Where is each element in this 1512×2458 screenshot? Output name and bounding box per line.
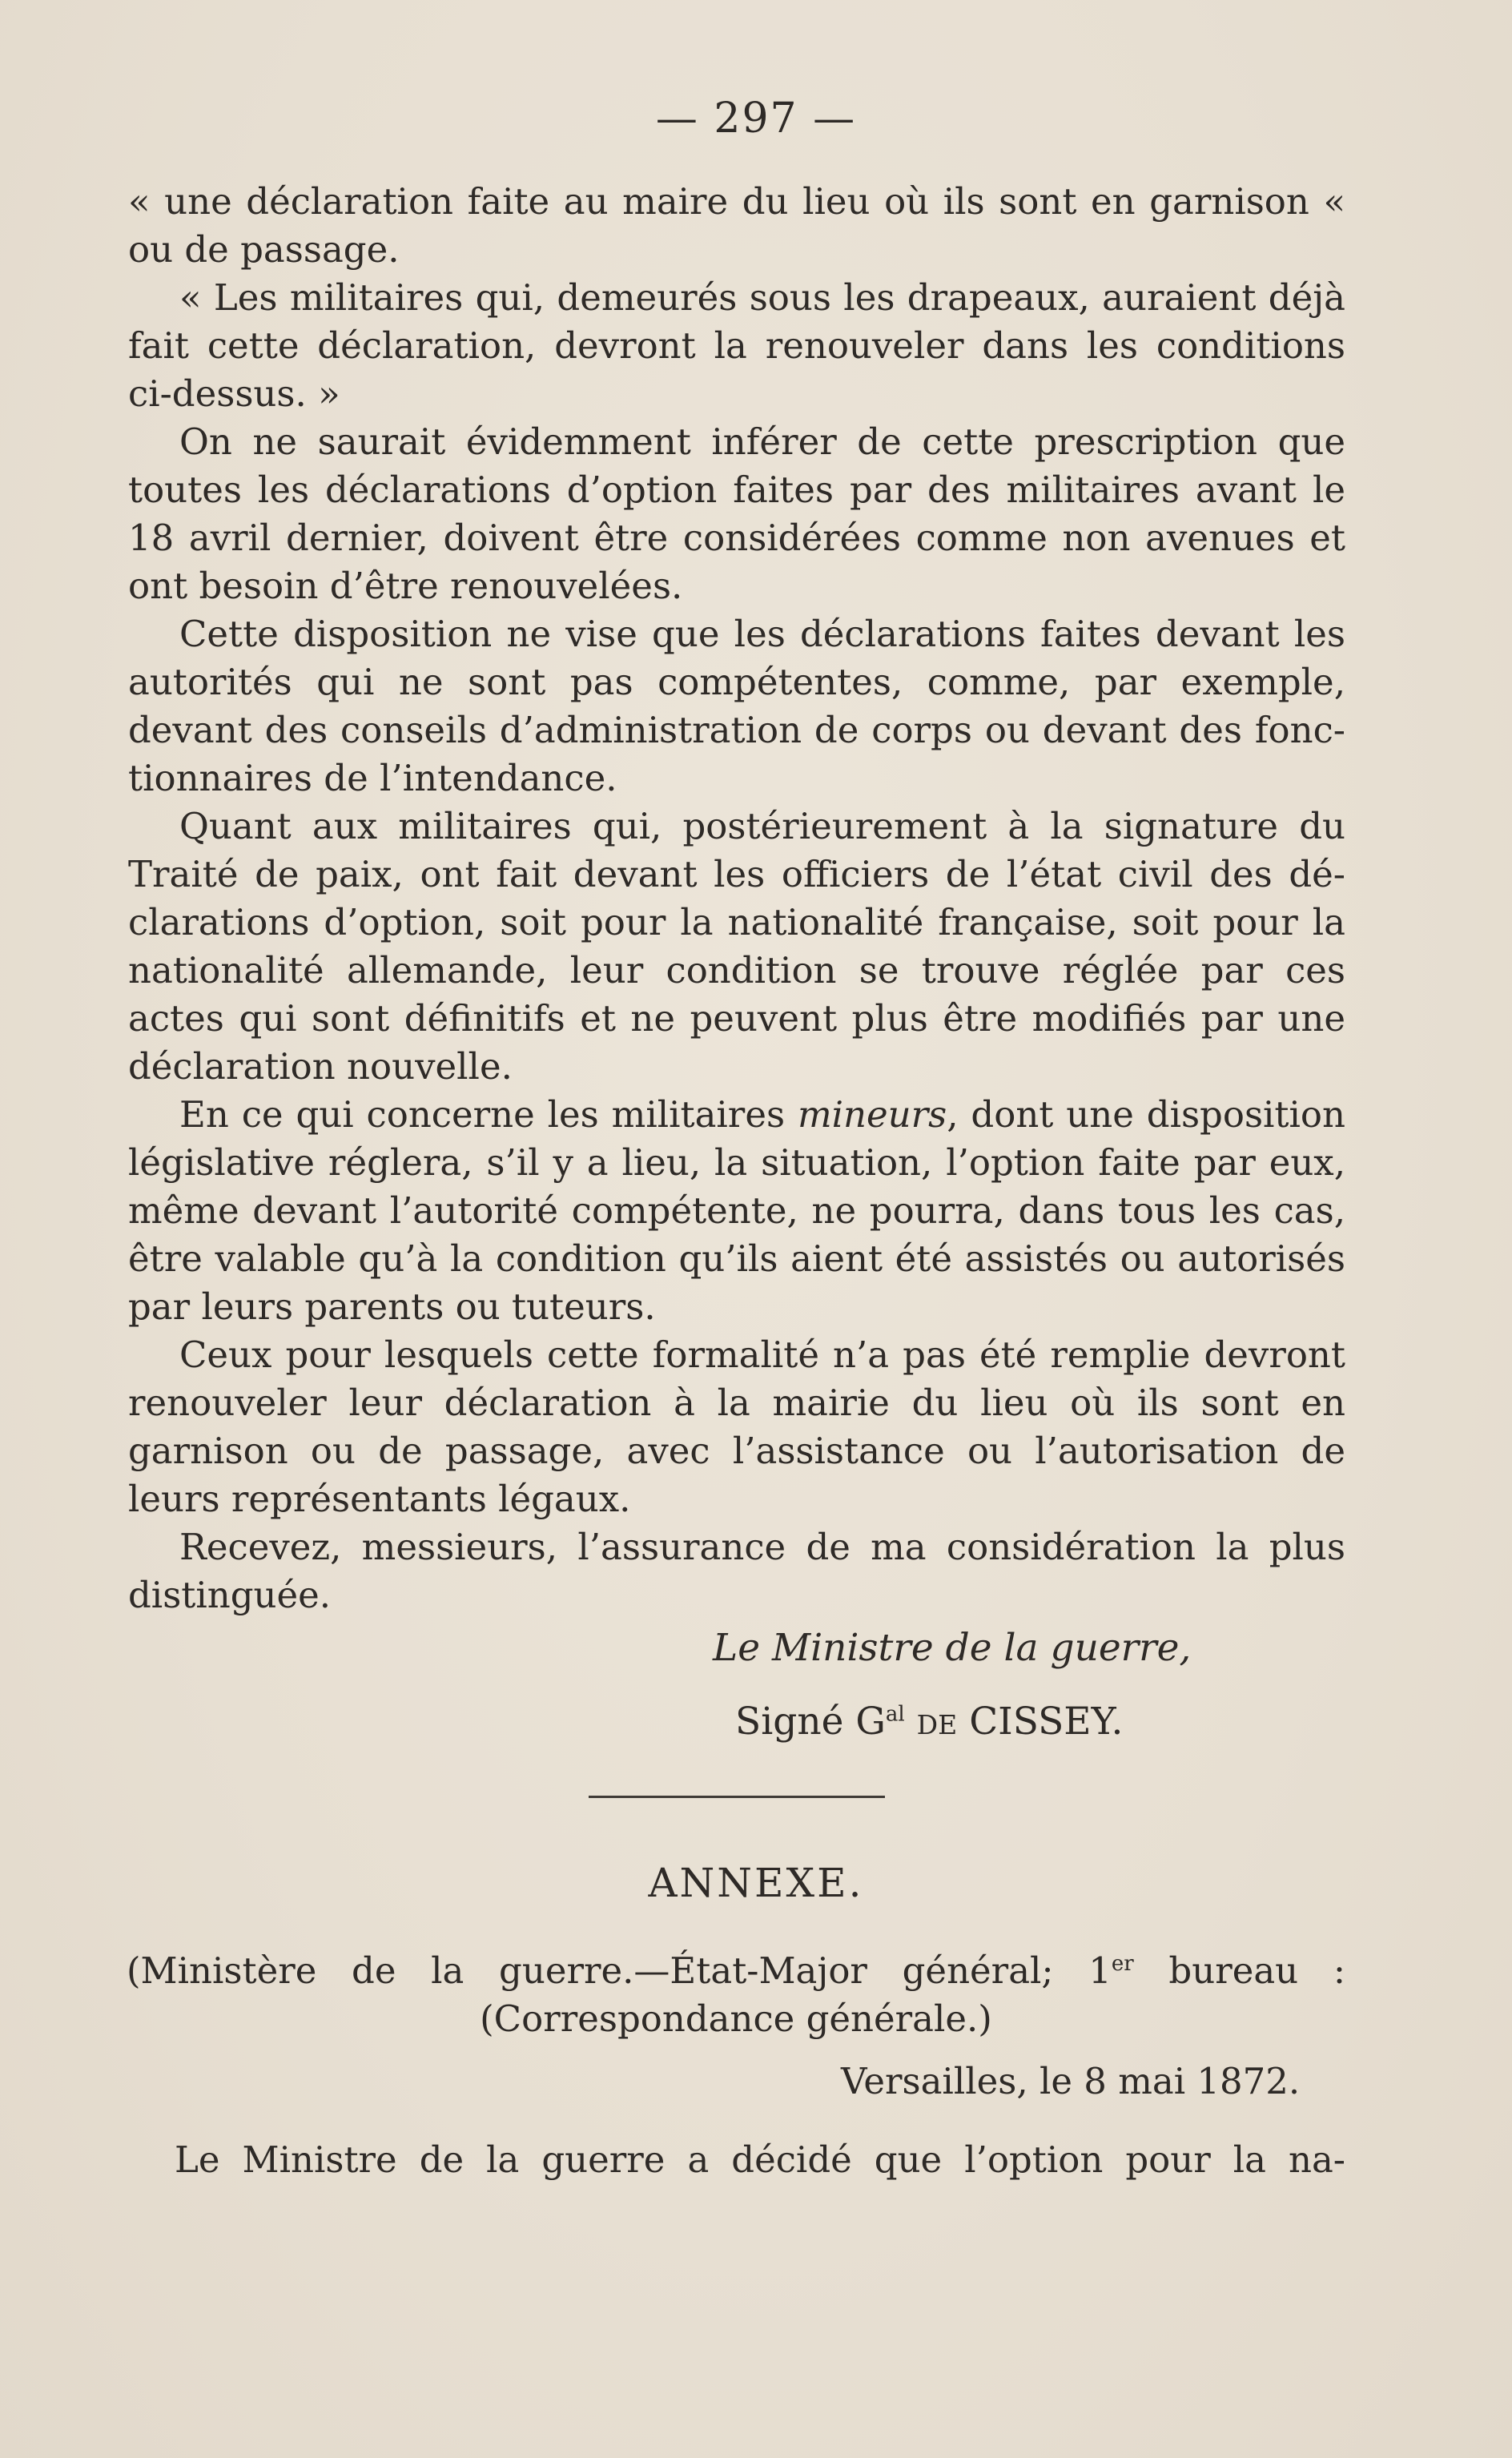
annexe-header-text-a: (Ministère de la guerre.—État-Major général; 1 <box>127 1949 1112 1992</box>
annexe-header-text-b: bureau : <box>1133 1949 1345 1992</box>
signature-rank-sup: al <box>885 1702 905 1727</box>
signature-particle: de <box>916 1700 958 1744</box>
annexe-body: Le Ministre de la guerre a décidé que l’option pour la na- <box>175 2138 1345 2181</box>
minors-text-after: , dont une disposition législative réglera, s’il y a lieu, la situation, l’option faite par eux, même devant l’autorité compétente, ne pourra, dans tous les cas, être valable qu’à la condition qu’ils aient été assistés ou autorisés par leurs parents ou tuteurs. <box>128 1093 1345 1328</box>
paragraph-quote-1: « une déclaration faite au maire du lieu où ils sont en garnison « ou de passage. <box>128 180 1345 271</box>
page-number: — 297 — <box>655 95 857 143</box>
paragraph-closing: Recevez, messieurs, l’assurance de ma considération la plus distinguée. <box>128 1526 1345 1616</box>
signature-signed: Signé G <box>735 1700 886 1744</box>
paragraph-quote-2: « Les militaires qui, demeurés sous les drapeaux, auraient déjà fait cette déclaration, devront la renouveler dans les conditions ci-dessus. » <box>128 276 1345 415</box>
paragraph-minors <box>128 1091 1345 1331</box>
annexe-header-line-1 <box>127 1940 1345 1995</box>
minors-emphasis: mineurs <box>797 1093 947 1136</box>
annexe-date: Versailles, le 8 mai 1872. <box>841 2060 1301 2102</box>
annexe-header <box>127 1940 1345 2043</box>
signature-name <box>735 1700 1124 1744</box>
paragraph-prescription: On ne saurait évidemment inférer de cette prescription que toutes les déclarations d’option faites par des militaires avant le 18 avril dernier, doivent être considérées comme non avenues et ont besoin d’être renouvelées. <box>128 420 1345 607</box>
paragraph-disposition: Cette disposition ne vise que les déclarations faites devant les autorités qui ne sont pas compétentes, comme, par exemple, devant des conseils d’administration de corps ou devant des fonctionnaires de l’intendance. <box>128 613 1345 799</box>
annexe-title: ANNEXE. <box>648 1860 864 1906</box>
signature-surname: CISSEY. <box>969 1700 1124 1744</box>
signature-title: Le Ministre de la guerre, <box>713 1626 1192 1670</box>
paragraph-peace-treaty: Quant aux militaires qui, postérieurement à la signature du Traité de paix, ont fait devant les officiers de l’état civil des déclarations d’option, soit pour la nationalité française, soit pour la nationalité allemande, leur condition se trouve réglée par ces actes qui sont définitifs et ne peuvent plus être modifiés par une déclaration nouvelle. <box>128 805 1345 1088</box>
annexe-header-sup: er <box>1111 1952 1134 1976</box>
letter-body <box>128 178 1345 1619</box>
minors-text-before: En ce qui concerne les militaires <box>179 1093 798 1136</box>
paragraph-renewal: Ceux pour lesquels cette formalité n’a pas été remplie devront renouveler leur déclaration à la mairie du lieu où ils sont en garnison ou de passage, avec l’assistance ou l’autorisation de leurs représentants légaux. <box>128 1334 1345 1520</box>
section-divider <box>589 1796 885 1798</box>
annexe-header-line-2: (Correspondance générale.) <box>480 1997 992 2040</box>
